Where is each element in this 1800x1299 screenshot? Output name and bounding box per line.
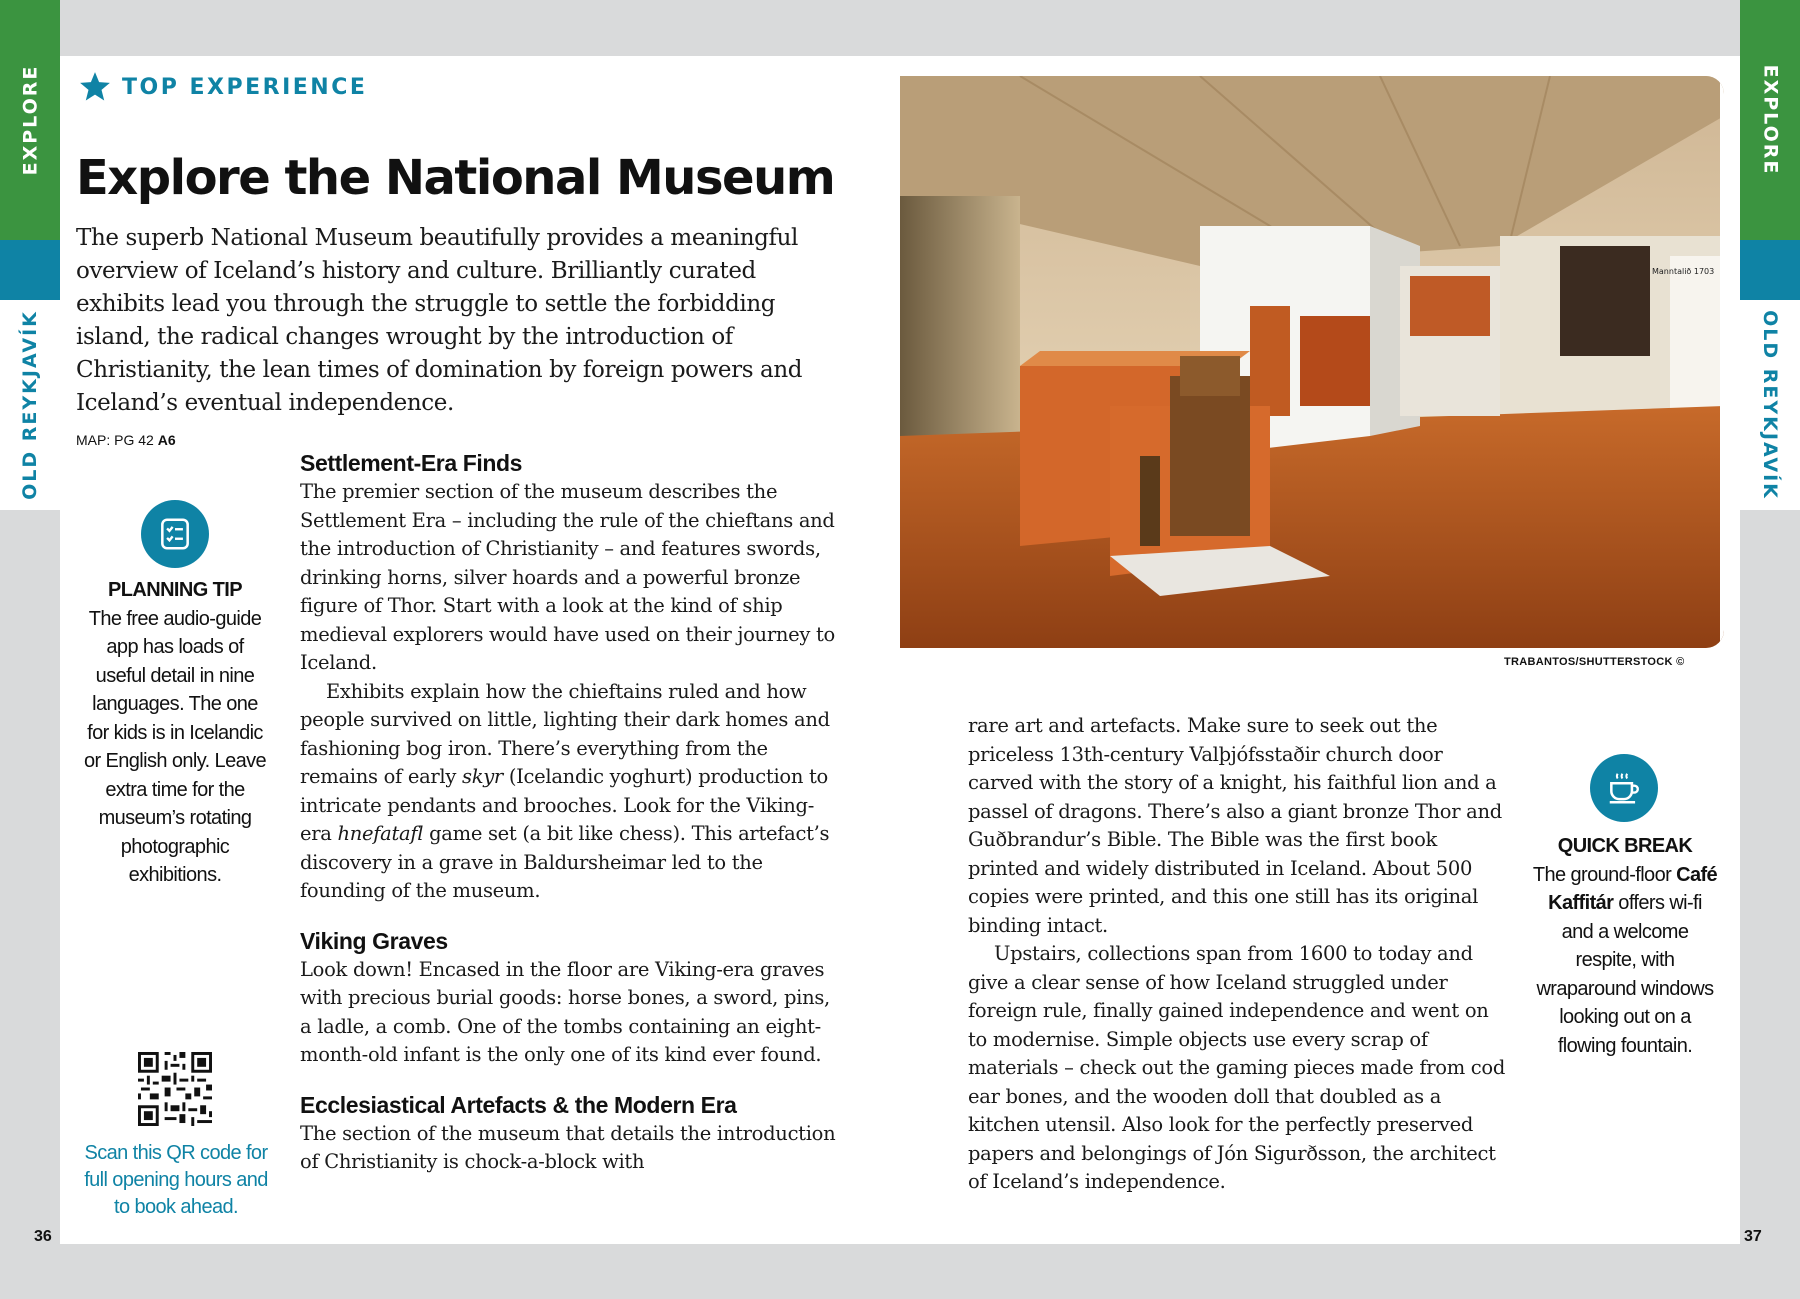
left-tab-explore[interactable] — [0, 0, 60, 240]
quick-break-text-start: The ground-floor — [1532, 863, 1677, 886]
heading-ecclesiastical: Ecclesiastical Artefacts & the Modern Era — [300, 1091, 737, 1118]
cafe-name: Café Kaffitár — [1548, 863, 1718, 914]
column-right — [968, 712, 1508, 1197]
qr-code-icon[interactable] — [138, 1052, 212, 1126]
page-number-right: 37 — [1744, 1228, 1762, 1245]
column-left — [300, 448, 840, 1177]
section-header — [78, 70, 367, 104]
heading-settlement: Settlement-Era Finds — [300, 450, 523, 476]
term-skyr: skyr — [461, 765, 503, 788]
right-tab-explore[interactable] — [1740, 0, 1800, 240]
left-tab-area[interactable] — [0, 300, 60, 510]
planning-tip-heading: PLANNING TIP — [108, 579, 242, 601]
heading-viking-graves: Viking Graves — [300, 927, 448, 954]
right-tab-divider — [1740, 240, 1800, 300]
map-ref-prefix: MAP: PG 42 — [76, 432, 154, 448]
settlement-paragraph-1: The premier section of the museum describes the Settlement Era – including the rule of the chieftans and the introduction of Christianity – and features swords, drinking horns, silver hoards and a powerful bronze figure of Thor. Start with a look at the kind of ship medieval explorers would have used on their journey to Iceland. — [300, 480, 835, 674]
section-label: TOP EXPERIENCE — [122, 74, 368, 100]
map-reference[interactable] — [76, 432, 176, 448]
qr-caption: Scan this QR code for full opening hours and to book ahead. — [84, 1142, 268, 1218]
coffee-cup-icon — [1590, 754, 1658, 822]
ecclesiastical-paragraph-continued: rare art and artefacts. Make sure to seek out the priceless 13th-century Valþjófsstaðir church door carved with the story of a knight, his faithful lion and a passel of dragons. There’s also a giant bronze Thor and Guðbrandur’s Bible. The Bible was the first book printed and widely distributed in Iceland. About 500 copies were printed, and this one still has its original binding intact. — [968, 714, 1502, 937]
photo-sign-text: Manntalið 1703 — [1652, 267, 1715, 276]
left-tab-explore-label: EXPLORE — [19, 64, 41, 176]
right-tab-explore-label: EXPLORE — [1759, 64, 1781, 176]
quick-break-heading: QUICK BREAK — [1557, 835, 1693, 857]
right-tab-area-label: OLD REYKJAVÍK — [1759, 310, 1781, 500]
photo-credit: TRABANTOS/SHUTTERSTOCK © — [1504, 656, 1685, 668]
viking-paragraph: Look down! Encased in the floor are Viking-era graves with precious burial goods: horse bones, a sword, pins, a ladle, a comb. One of the tombs containing an eight-month-old infant is the only one of its kind ever found. — [300, 957, 830, 1066]
left-tab-area-label: OLD REYKJAVÍK — [19, 310, 41, 500]
star-icon — [78, 70, 112, 104]
map-ref-grid: A6 — [157, 432, 176, 448]
quick-break — [1530, 832, 1720, 1060]
museum-photo — [900, 76, 1724, 648]
checklist-icon — [141, 500, 209, 568]
term-hnefatafl: hnefatafl — [337, 822, 424, 845]
page-title: Explore the National Museum — [76, 150, 835, 206]
settlement-paragraph-2: Exhibits explain how the chieftains ruled and how people survived on little, lighting their dark homes and fashioning bog iron. There’s everything from the remains of early skyr (Icelandic yoghurt) production to intricate pendants and brooches. Look for the Viking-era hnefatafl game set (a bit like chess). This artefact’s discovery in a grave in Baldursheimar led to the founding of the museum. — [300, 679, 830, 902]
ecclesiastical-paragraph-2: Upstairs, collections span from 1600 to today and give a clear sense of how Iceland struggled under foreign rule, finally gained independence and went on to modernise. Simple objects use every scrap of materials – check out the gaming pieces made from cod ear bones, and the wooden doll that doubled as a kitchen utensil. Also look for the perfectly preserved papers and belongings of Jón Sigurðsson, the architect of Iceland’s independence. — [968, 942, 1506, 1193]
left-tab-divider — [0, 240, 60, 300]
quick-break-text-end: offers wi-fi and a welcome respite, with wraparound windows looking out on a flowing fountain. — [1536, 892, 1714, 1057]
intro-paragraph: The superb National Museum beautifully provides a meaningful overview of Iceland’s history and culture. Brilliantly curated exhibits lead you through the struggle to settle the forbidding island, the radical changes wrought by the introduction of Christianity, the lean times of domination by foreign powers and Iceland’s eventual independence. — [76, 225, 803, 416]
right-tab-area[interactable] — [1740, 300, 1800, 510]
planning-tip-text: The free audio-guide app has loads of useful detail in nine languages. The one for kids is in Icelandic or English only. Leave extra time for the museum’s rotating photographic exhibitions. — [83, 607, 267, 886]
planning-tip — [80, 576, 270, 890]
ecclesiastical-paragraph-start: The section of the museum that details the introduction of Christianity is chock-a-block with — [300, 1121, 836, 1173]
page-number-left: 36 — [34, 1228, 52, 1245]
